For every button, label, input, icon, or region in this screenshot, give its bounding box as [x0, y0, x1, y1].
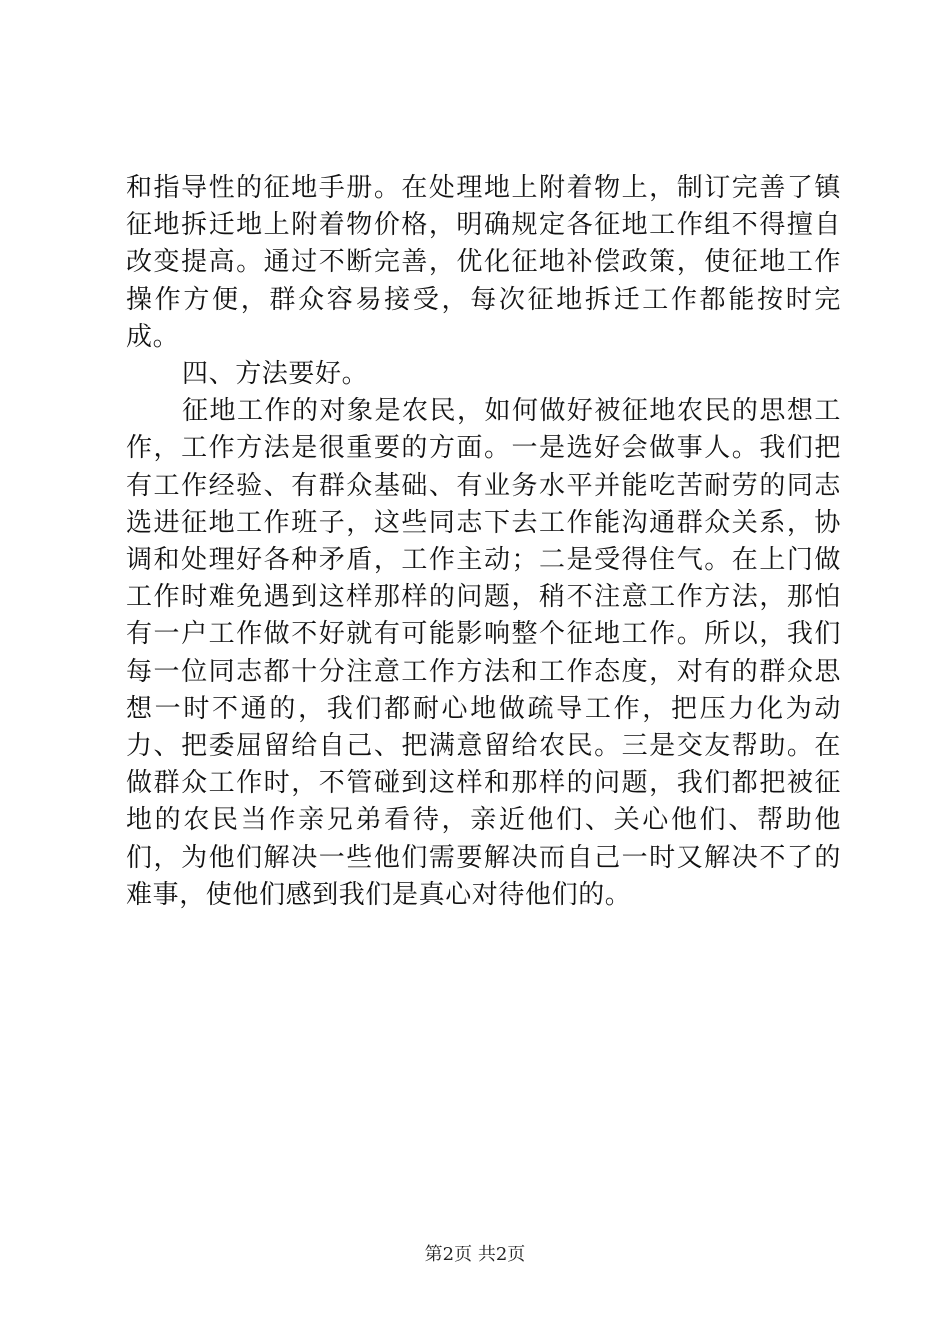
- page-number-footer: 第2页 共2页: [424, 1244, 526, 1265]
- paragraph-continuation: 和指导性的征地手册。在处理地上附着物上，制订完善了镇征地拆迁地上附着物价格，明确规定各征地工作组不得擅自改变提高。通过不断完善，优化征地补偿政策，使征地工作操作方便，群众容易接受，每次征地拆迁工作都能按时完成。: [126, 173, 841, 352]
- paragraph-methods: 征地工作的对象是农民，如何做好被征地农民的思想工作，工作方法是很重要的方面。一是选好会做事人。我们把有工作经验、有群众基础、有业务水平并能吃苦耐劳的同志选进征地工作班子，这些同志下去工作能沟通群众关系，协调和处理好各种矛盾，工作主动；二是受得住气。在上门做工作时难免遇到这样那样的问题，稍不注意工作方法，那怕有一户工作做不好就有可能影响整个征地工作。所以，我们每一位同志都十分注意工作方法和工作态度，对有的群众思想一时不通的，我们都耐心地做疏导工作，把压力化为动力、把委屈留给自己、把满意留给农民。三是交友帮助。在做群众工作时，不管碰到这样和那样的问题，我们都把被征地的农民当作亲兄弟看待，亲近他们、关心他们、帮助他们，为他们解决一些他们需要解决而自己一时又解决不了的难事，使他们感到我们是真心对待他们的。: [126, 396, 841, 910]
- document-body: [126, 170, 841, 914]
- section-heading: 四、方法要好。: [182, 359, 369, 390]
